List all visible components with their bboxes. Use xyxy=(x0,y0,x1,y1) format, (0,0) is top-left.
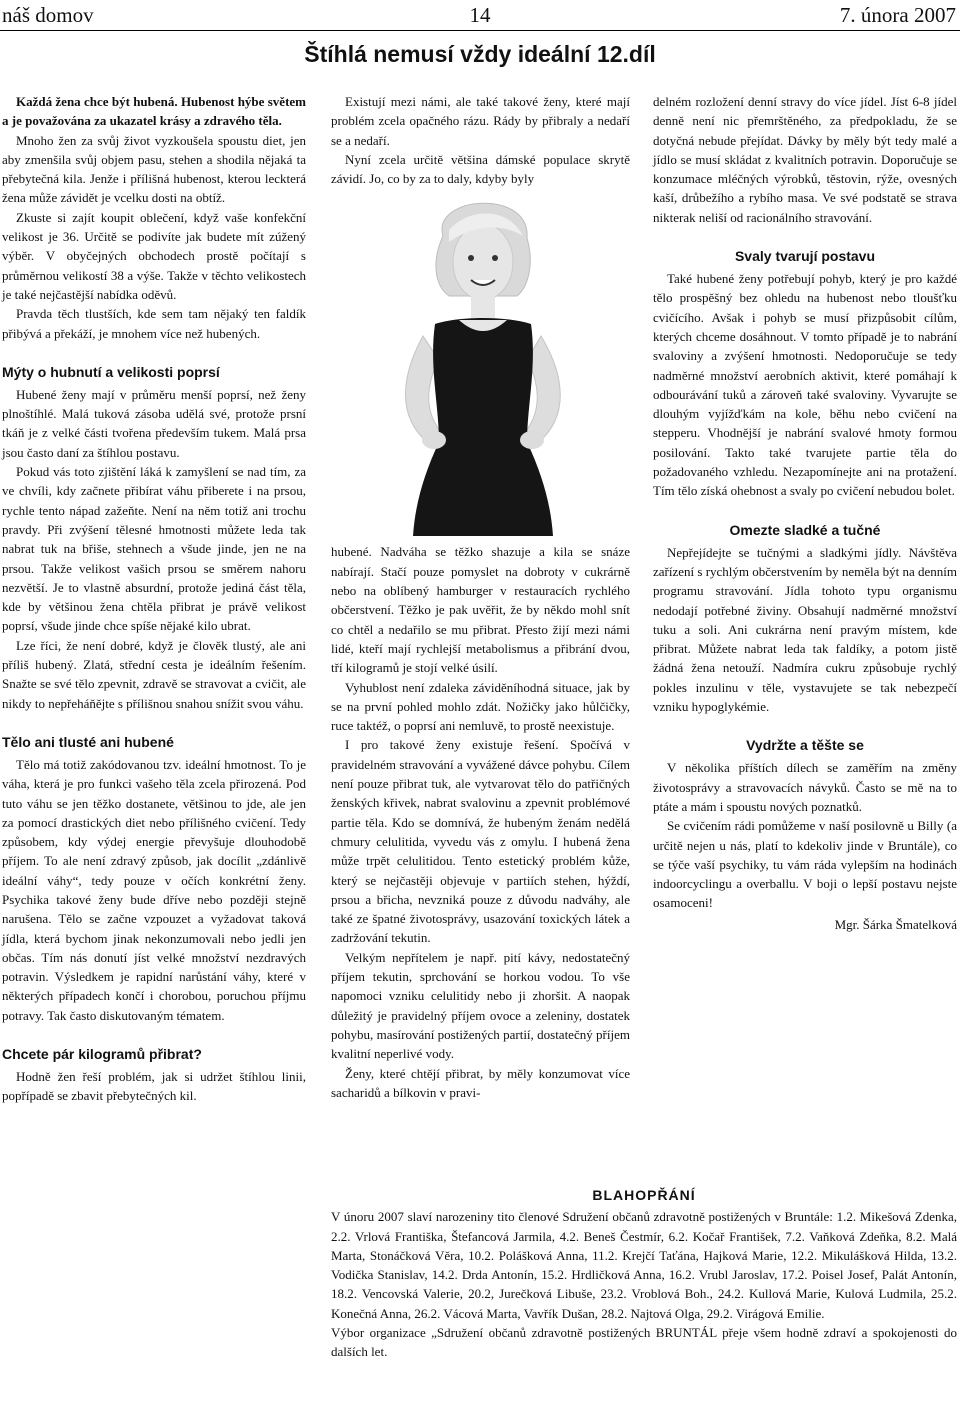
paragraph: Lze říci, že není dobré, když je člověk tlustý, ale ani příliš hubený. Zlatá, střední cesta je ideálním řešením. Snažte se své tělo zpevnit, zdravě se stravovat a cvičit, ale nikdy to nepřeháňějte s přílišnou snahou snížit svou váhu. xyxy=(2,637,306,711)
paragraph: hubené. Nadváha se těžko shazuje a kila se snáze nabírají. Stačí pouze pomyslet na dobroty v cukrárně nebo na oblíbený hamburger v restauracích rychlého občerstvení. Těžko je pak uvěřit, že by někdo mohl snít co chtěl a nedařilo se mu přibrat. Přesto žijí mezi námi lidé, kteří mají rychlejší metabolismus a přibrání dvou, tří kilogramů je stojí velké úsilí. xyxy=(331,544,630,676)
birthday-greetings xyxy=(331,1186,957,1362)
issue-date: 7. února 2007 xyxy=(839,3,956,27)
subheading-chcete: Chcete pár kilogramů přibrat? xyxy=(2,1046,202,1063)
paragraph: Mnoho žen za svůj život vyzkoušela spoustu diet, jen aby zmenšila svůj objem pasu, stehen a shodila nějaká ta přebytečná kila. Jenže i přílišná hubenost, kterou leckterá žena může závidět je vcelku dosti na obtíž. xyxy=(2,132,306,206)
woman-photo xyxy=(331,196,630,536)
column-2 xyxy=(331,92,630,1102)
article-title: Štíhlá nemusí vždy ideální 12.díl xyxy=(304,41,656,67)
paragraph: Se cvičením rádi pomůžeme v naší posilovně u Billy (a určitě nejen u nás, platí to kdekoliv jinde v Bruntále), co se týče vaší psychiky, tu vám ráda vylepším na hodinách indoorcyclingu a overballu. V boji o lepší postavu nejste osamoceni! xyxy=(653,818,957,911)
lead-paragraph: Každá žena chce být hubená. Hubenost hýbe světem a je považována za ukazatel krásy a zdravého těla. xyxy=(2,94,306,129)
subheading-vydrzte: Vydržte a těšte se xyxy=(746,737,864,754)
publication-name: náš domov xyxy=(2,3,94,27)
paragraph: Pravda těch tlustších, kde sem tam nějaký ten faldík přibývá a překáží, je mnohem více než hubených. xyxy=(2,306,306,341)
page-header xyxy=(0,0,960,31)
paragraph: Zkuste si zajít koupit oblečení, když vaše konfekční velikost je 36. Určitě se podivíte jak budete mít zúžený výběr. V obyčejných obchodech prostě počítají s průměrnou velikostí 38 a výše. Takže v těchto velikostech je také nejčastější nabídka oděvů. xyxy=(2,209,306,302)
paragraph: Velkým nepřítelem je např. pití kávy, nedostatečný příjem tekutin, sprchování se horkou vodou. To vše napomoci vzniku celulitidy nebo ji zhoršit. A naopak důležitý je pravidelný příjem ovoce a zeleniny, dostatek pohybu, masírování postižených partií, dostatečný příjem kvalitní neperlivé vody. xyxy=(331,949,630,1062)
paragraph: Také hubené ženy potřebují pohyb, který je pro každé tělo prospěšný bez ohledu na hubenost nebo tloušťku cvičícího. Avšak i pohyb se musí přizpůsobit cílům, kterých chceme dosáhnout. V tomto případě je to nabrání svaloviny a zvýšení hmotnosti. Nedoporučuje se tedy nadměrné množství aerobních aktivit, které pomáhají k odbourávání tuků a zároveň také svaloviny. Vyvarujte se dlouhým vyjížďkám na kole, běhu nebo cvičení na stepperu. Vhodnější je nabrání svalové hmoty formou posilování. Takto také tvarujete partie těla do požadovaného vzhledu. Nezapomínejte ani na protažení. Tím tělo získá ohebnost a svaly po cvičení nebudou bolet. xyxy=(653,271,957,499)
paragraph: delném rozložení denní stravy do více jídel. Jíst 6-8 jídel denně není nic přemrštěného, za předpokladu, že se dotyčná nebude přejídat. Dávky by měly být tedy malé a jídlo se musí skládat z kvalitních potravin. Doporučuje se konzumace mléčných výrobků, těstovin, rýže, ovesných kaší, drůbežího a rybího masa. Ve své podstatě se strava nikterak neliší od racionálního stravování. xyxy=(653,94,957,225)
paragraph: Ženy, které chtějí přibrat, by měly konzumovat více sacharidů a bílkovin v pravi- xyxy=(331,1065,630,1100)
author-signature: Mgr. Šárka Šmatelková xyxy=(834,916,957,932)
paragraph: Nepřejídejte se tučnými a sladkými jídly. Návštěva zařízení s rychlým občerstvením by neměla být na denním programu stravování. Jídla tohoto typu organismu nedodají potřebné živiny. Obsahují nadměrné množství tuku a soli. Ani cukrárna není pravým místem, kde přibrat. Můžete nabrat leda tak faldíky, a potom jistě žádná žena netouží. Nadmíra cukru způsobuje rychlý pokles inzulinu v těle, vystavujete se tak nebezpečí vzniku hypoglykémie. xyxy=(653,544,957,715)
paragraph: Vyhublost není zdaleka záviděníhodná situace, jak by se na první pohled mohlo zdát. Nožičky jako hůlčičky, ruce taktéž, o poprsí ani nemluvě, to prostě neexistuje. xyxy=(331,679,630,734)
subheading-svaly: Svaly tvarují postavu xyxy=(734,248,876,265)
subheading-omezte: Omezte sladké a tučné xyxy=(729,521,881,538)
woman-photo-illustration xyxy=(331,196,630,536)
paragraph: Tělo má totiž zakódovanou tzv. ideální hmotnost. To je váha, která je pro funkci vašeho těla zcela přirozená. Pod tuto váhu se jen těžko dostanete, většinou to jde, ale jen za pomocí drastických diet nebo přílišného cvičení. Tedy způsobem, kdy výdej energie převyšuje dlouhodobě příjem. To ale není zdravý způsob, jak docílit „zdánlivě ideální váhy“, tedy pouze v očích konkrétní ženy. Psychika takové ženy bude dříve nebo později stejně narušena. Tělo se začne vzpouzet a vyžadovat taková jídla, která bychom jinak nekonzumovali nebo jedli jen občas. Tím nás donutí jíst velké množství nezdravých potravin. Výsledkem je rapidní narůstání váhy, které v některých případech končí i chorobou, poruchou příjmu potravy. Tak často diskutovaným tématem. xyxy=(2,756,306,1023)
page-number: 14 xyxy=(469,3,491,27)
greetings-text: V únoru 2007 slaví narozeniny tito členové Sdružení občanů zdravotně postižených v Bruntále: 1.2. Mikešová Zdenka, 2.2. Vrlová Františka, Štefancová Jarmila, 4.2. Beneš Čestmír, 6.2. Kočař František, 7.2. Vaňková Zdeňka, 8.2. Malá Marta, Stonáčková Věra, 10.2. Polášková Anna, 11.2. Krejčí Taťána, Hajková Marie, 12.2. Mikulášková Hilda, 13.2. Vodička Stanislav, 14.2. Drda Antonín, 15.2. Hrdličková Anna, 16.2. Vrubl Jaroslav, 17.2. Poisel Josef, Palát Antonín, 18.2. Vencovská Valerie, 20.2, Jurečková Libuše, 23.2. Vroblová Boh., 24.2. Kullová Marie, Kulová Ludmila, 25.2. Konečná Anna, 26.2. Vácová Marta, Vavřík Dušan, 28.2. Najtová Olga, 29.2. Virágová Emilie. xyxy=(331,1209,957,1321)
paragraph: Nyní zcela určitě většina dámské populace skrytě závidí. Jo, co by za to daly, kdyby byly xyxy=(331,151,630,187)
paragraph: V několika příštích dílech se zaměřím na změny životosprávy a stravovacích návyků. Často se mě na to ptáte a mám i spoustu nových poznatků. xyxy=(653,760,957,814)
paragraph: Hubené ženy mají v průměru menší poprsí, než ženy plnoštíhlé. Malá tuková zásoba udělá své, protože prsní tkáň je z velké části tvořena především tukem. Malá prsa jsou často daní za štíhlou postavu. xyxy=(2,386,306,460)
greetings-title: BLAHOPŘÁNÍ xyxy=(592,1187,696,1203)
paragraph: I pro takové ženy existuje řešení. Spočívá v pravidelném stravování a vyvážené dávce pohybu. Cílem není pouze přibrat tuk, ale vytvarovat tělo do patřičných ženských křivek, nabrat svalovinu a zpevnit problémové partie těla. Kdo se domnívá, že hubeným ženám nedělá chmury celulitida, vyvedu vás z omylu. I hubená žena může trpět celulitidou. Tento estetický problém kůže, který se nejčastěji objevuje v partiích stehen, hýždí, prsou a břicha, nevzniká pouze z důvodu nadváhy, ale také ze špatné životosprávy, usazování toxických látek a zadržování tekutin. xyxy=(331,737,630,946)
greetings-closing: Výbor organizace „Sdružení občanů zdravotně postižených BRUNTÁL přeje všem hodně zdraví a spokojenosti do dalších let. xyxy=(331,1325,957,1360)
subheading-telo: Tělo ani tlusté ani hubené xyxy=(2,733,174,750)
paragraph: Hodně žen řeší problém, jak si udržet štíhlou linii, popřípadě se zbavit přebytečných kil. xyxy=(2,1069,306,1104)
column-3 xyxy=(653,92,957,934)
paragraph: Existují mezi námi, ale také takové ženy, které mají problém zcela opačného rázu. Rády by přibraly a nedaří se a nedaří. xyxy=(331,94,630,148)
paragraph: Pokud vás toto zjištění láká k zamyšlení se nad tím, za ve chvíli, kdy začnete přibírat váhu přiberete i na prsou, rychle tento nápad zažeňte. Není na něm totiž ani trochu pravdy. Při zvýšení tělesné hmotnosti můžete leda tak nabrat tuk na břiše, stehnech a všude jinde, jen ne na prsou. Takže velikost vašich prsou se směrem nahoru nezvětší. Je to vlastně absurdní, protože jediná část těla, kde by většinou žena chtěla přibrat je právě velikost poprsí, všude jinde chce spíše nějaké kilo ubrat. xyxy=(2,464,306,634)
column-1 xyxy=(2,92,306,1106)
subheading-myty: Mýty o hubnutí a velikosti poprsí xyxy=(2,363,220,380)
